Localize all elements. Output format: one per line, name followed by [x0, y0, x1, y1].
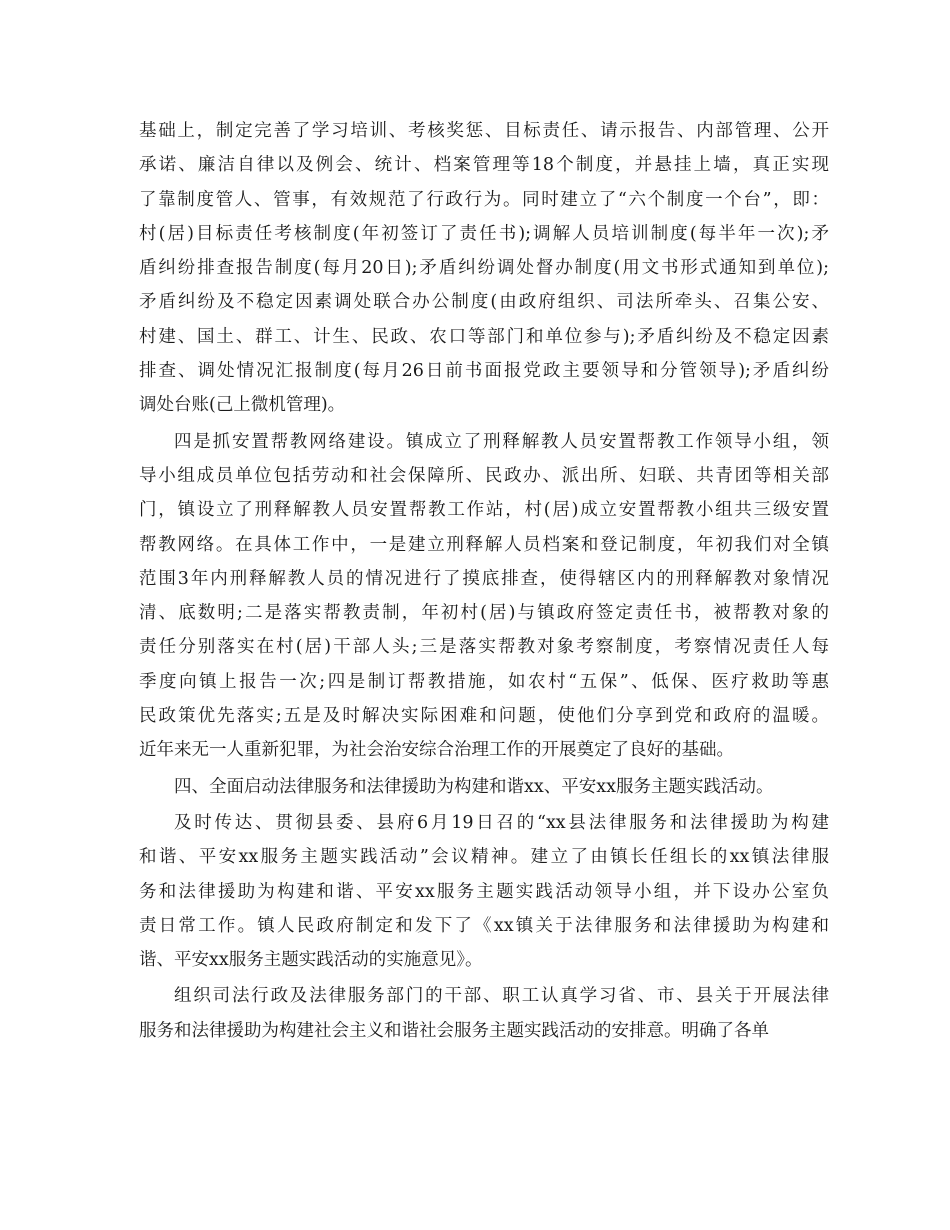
text-line: 和谐、平安xx服务主题实践活动”会议精神。建立了由镇长任组长的xx镇法律服: [139, 847, 829, 868]
text-line: 村建、国土、群工、计生、民政、农口等部门和单位参与);矛盾纠纷及不稳定因素: [139, 326, 829, 347]
text-line: 排查、调处情况汇报制度(每月26日前书面报党政主要领导和分管领导);矛盾纠纷: [139, 361, 829, 382]
text-line: 门，镇设立了刑释解教人员安置帮教工作站，村(居)成立安置帮教小组共三级安置: [139, 500, 829, 521]
text-line: 四、全面启动法律服务和法律援助为构建和谐xx、平安xx服务主题实践活动。: [174, 776, 774, 797]
text-line: 帮教网络。在具体工作中，一是建立刑释解人员档案和登记制度，年初我们对全镇: [139, 534, 829, 555]
document-body: [139, 114, 829, 1048]
text-line: 了靠制度管人、管事，有效规范了行政行为。同时建立了“六个制度一个台”，即：: [139, 189, 829, 210]
paragraph: [139, 114, 829, 423]
text-line: 承诺、廉洁自律以及例会、统计、档案管理等18个制度，并悬挂上墙，真正实现: [139, 155, 829, 176]
text-line: 及时传达、贯彻县委、县府6月19日召的“xx县法律服务和法律援助为构建: [174, 812, 829, 833]
text-line: 调处台账(己上微机管理)。: [139, 395, 346, 416]
text-line: 谐、平安xx服务主题实践活动的实施意见》。: [139, 950, 483, 971]
text-line: 基础上，制定完善了学习培训、考核奖惩、目标责任、请示报告、内部管理、公开: [139, 121, 829, 141]
text-line: 范围3年内刑释解教人员的情况进行了摸底排查，使得辖区内的刑释解教对象情况: [139, 568, 829, 589]
paragraph: [139, 979, 829, 1048]
text-line: 导小组成员单位包括劳动和社会保障所、民政办、派出所、妇联、共青团等相关部: [139, 465, 829, 486]
paragraph: [139, 425, 829, 768]
text-line: 责任分别落实在村(居)干部人头;三是落实帮教对象考察制度，考察情况责任人每: [139, 637, 829, 658]
text-line: 盾纠纷排查报告制度(每月20日);矛盾纠纷调处督办制度(用文书形式通知到单位);: [139, 258, 829, 279]
text-line: 组织司法行政及法律服务部门的干部、职工认真学习省、市、县关于开展法律: [174, 986, 829, 1007]
text-line: 四是抓安置帮教网络建设。镇成立了刑释解教人员安置帮教工作领导小组，领: [174, 431, 829, 452]
text-line: 民政策优先落实;五是及时解决实际困难和问题，使他们分享到党和政府的温暖。: [139, 706, 829, 727]
text-line: 村(居)目标责任考核制度(年初签订了责任书);调解人员培训制度(每半年一次);矛: [139, 223, 829, 244]
text-line: 务和法律援助为构建和谐、平安xx服务主题实践活动领导小组，并下设办公室负: [139, 881, 829, 902]
text-line: 责日常工作。镇人民政府制定和发下了《xx镇关于法律服务和法律援助为构建和: [139, 915, 829, 936]
text-line: 清、底数明;二是落实帮教责制，年初村(居)与镇政府签定责任书，被帮教对象的: [139, 603, 829, 624]
text-line: 季度向镇上报告一次;四是制订帮教措施，如农村“五保”、低保、医疗救助等惠: [139, 671, 829, 692]
text-line: 矛盾纠纷及不稳定因素调处联合办公制度(由政府组织、司法所牵头、召集公安、: [139, 292, 829, 313]
text-line: 服务和法律援助为构建社会主义和谐社会服务主题实践活动的安排意。明确了各单: [139, 1020, 769, 1041]
text-line: 近年来无一人重新犯罪，为社会治安综合治理工作的开展奠定了良好的基础。: [139, 740, 734, 761]
paragraph: [139, 770, 829, 804]
paragraph: [139, 806, 829, 977]
